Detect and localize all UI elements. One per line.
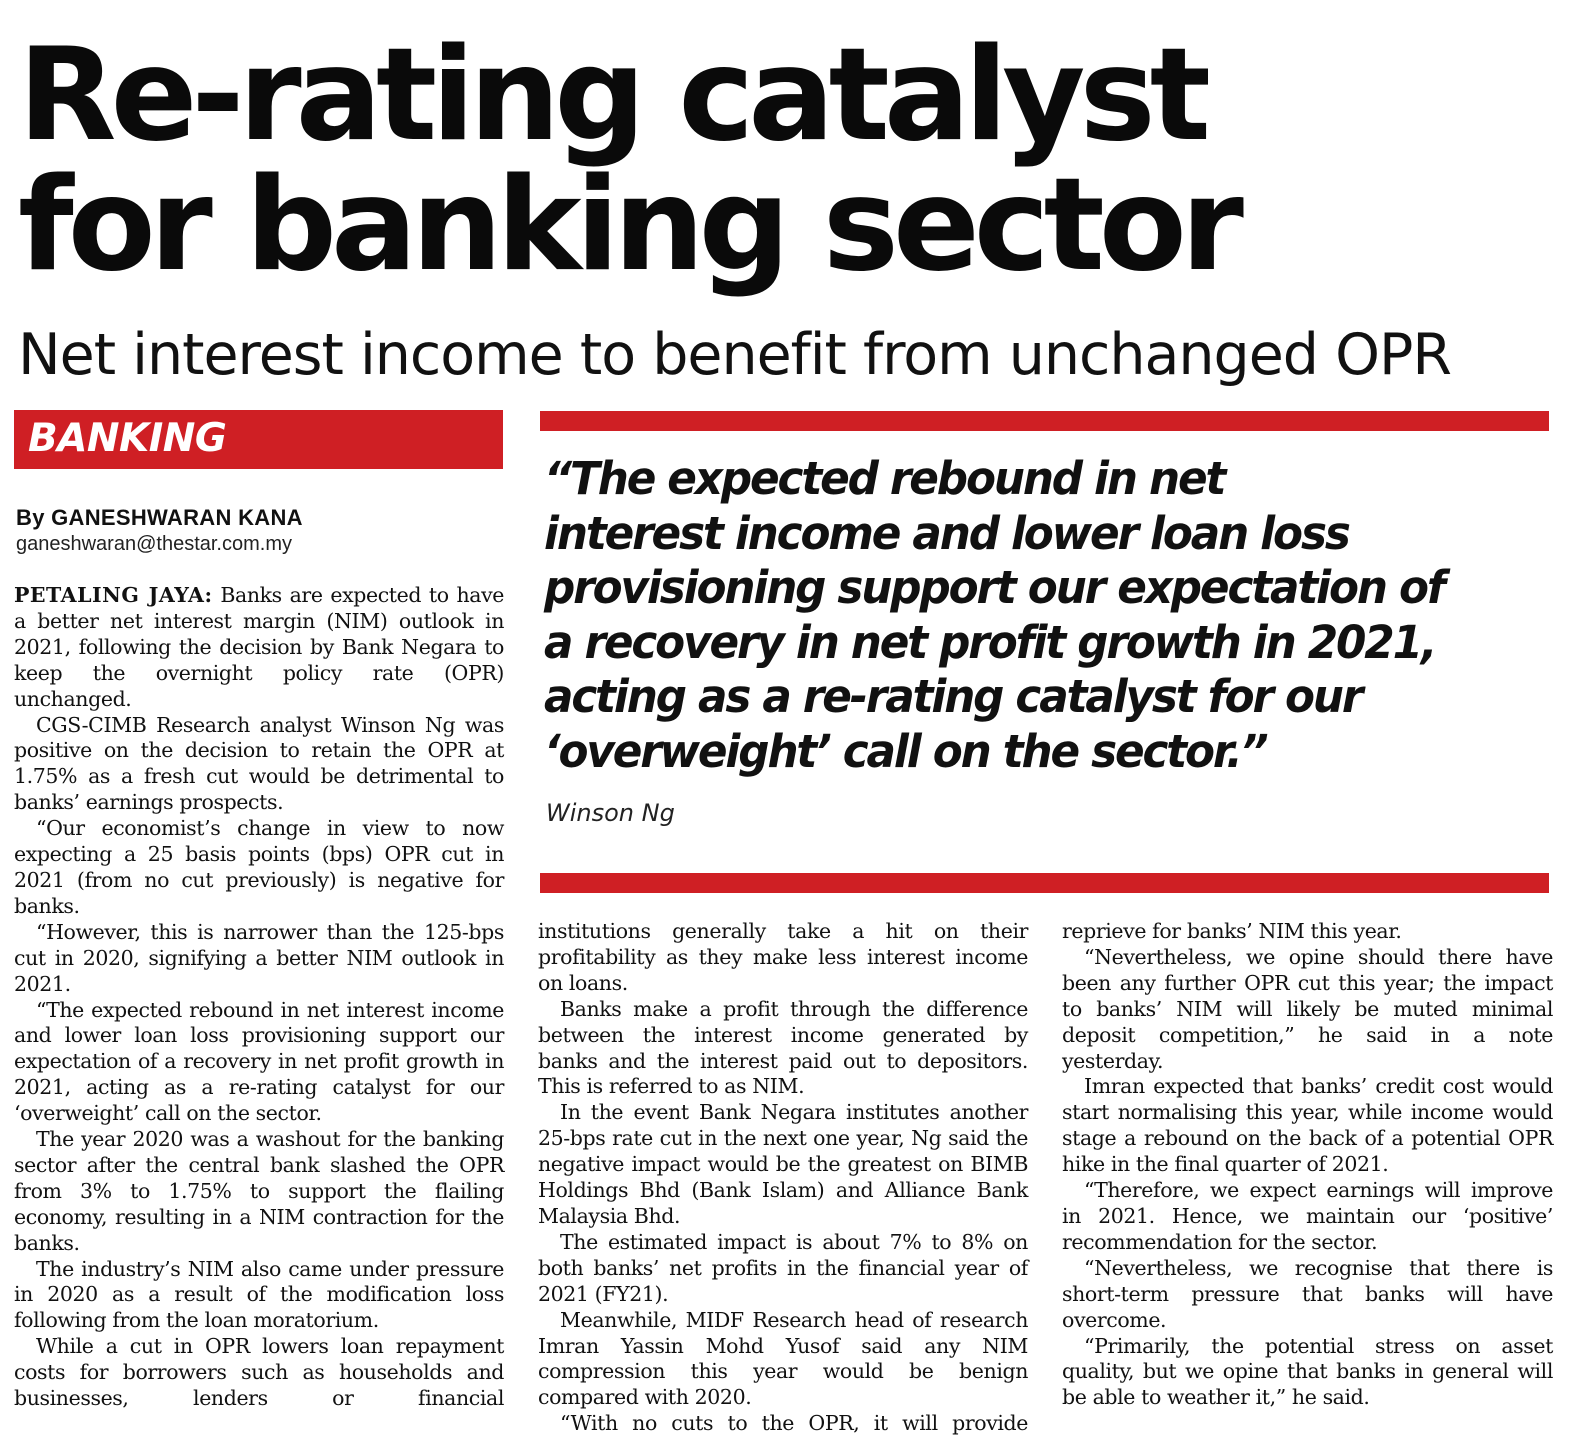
pull-quote [544,452,1544,779]
pull-quote-attribution: Winson Ng [546,799,675,827]
article-paragraph: reprieve for banks’ NIM this year. [1062,919,1402,943]
article-paragraph: “Therefore, we expect earnings will improve in 2021. Hence, we maintain our ‘positive’ recommendation for the sector. [1062,1178,1553,1254]
section-label: BANKING [28,416,227,461]
article-paragraph: The estimated impact is about 7% to 8% on both banks’ net profits in the financial year of 2021 (FY21). [538,1229,1028,1306]
section-label-banner [14,410,503,469]
headline-line-2: for banking sector [18,151,1238,300]
pull-quote-line: interest income and lower loan loss [544,506,1349,560]
pull-quote-line: a recovery in net profit growth in 2021, [544,615,1436,669]
pull-quote-line: “The expected rebound in net [544,452,1225,505]
article-paragraph: Imran expected that banks’ credit cost would start normalising this year, while income would stage a rebound on the back of a potential OPR hike in the final quarter of 2021. [1062,1074,1553,1177]
article-paragraph: institutions generally take a hit on their profitability as they make less interest income on loans. [538,919,1028,995]
article-paragraph: “Primarily, the potential stress on asset quality, but we opine that banks in general will be able to weather it,” he said. [1062,1333,1553,1410]
headline-line-1: Re-rating catalyst [18,21,1205,170]
dateline: PETALING JAYA: [14,583,213,607]
article-column-2 [538,919,1028,1437]
pull-quote-top-rule [540,411,1549,431]
article-paragraph: The year 2020 was a washout for the banking sector after the central bank slashed the OPR from 3% to 1.75% to support the flailing economy, resulting in a NIM contraction for the banks. [14,1127,504,1255]
article-paragraph: “The expected rebound in net interest income and lower loan loss provisioning support our expectation of a recovery in net profit growth in 2021, acting as a re-rating catalyst for our ‘overweight’ call on the sector. [14,997,504,1126]
author-email: ganeshwaran@thestar.com.my [16,533,292,555]
article-paragraph: Banks make a profit through the difference between the interest income generated by banks and the interest paid out to depositors. This is referred to as NIM. [538,996,1028,1099]
article-paragraph: “However, this is narrower than the 125-bps cut in 2020, signifying a better NIM outlook in 2021. [14,919,504,996]
article-paragraph: “Nevertheless, we recognise that there is short-term pressure that banks will have overcome. [1062,1255,1553,1332]
article-paragraph: Meanwhile, MIDF Research head of research Imran Yassin Mohd Yusof said any NIM compression this year would be benign compared with 2020. [538,1307,1028,1410]
article-paragraph: While a cut in OPR lowers loan repayment costs for borrowers such as households and businesses, lenders or financial [14,1334,504,1411]
article-paragraph: PETALING JAYA: Banks are expected to have a better net interest margin (NIM) outlook in 2021, following the decision by Bank Negara to keep the overnight policy rate (OPR) unchanged. [14,583,504,711]
article-paragraph: “With no cuts to the OPR, it will provide [560,1411,1028,1436]
pull-quote-line: provisioning support our expectation of [544,561,1444,614]
article-paragraph: In the event Bank Negara institutes another 25-bps rate cut in the next one year, Ng said the negative impact would be the greatest on BIMB Holdings Bhd (Bank Islam) and Alliance Bank Malaysia Bhd. [538,1100,1028,1228]
byline: By GANESHWARAN KANA [16,505,303,530]
article-paragraph: The industry’s NIM also came under pressure in 2020 as a result of the modification loss following from the loan moratorium. [14,1256,504,1333]
article-paragraph: “Nevertheless, we opine should there have been any further OPR cut this year; the impact to banks’ NIM will likely be muted minimal deposit competition,” he said in a note yesterday. [1062,944,1553,1073]
article-column-3 [1062,919,1553,1411]
article-paragraph: CGS-CIMB Research analyst Winson Ng was positive on the decision to retain the OPR at 1.75% as a fresh cut would be detrimental to banks’ earnings prospects. [14,712,504,815]
pull-quote-line: acting as a re-rating catalyst for our [544,670,1362,723]
pull-quote-line: ‘overweight’ call on the sector.” [544,724,1267,778]
subheadline: Net interest income to benefit from unchanged OPR [18,322,1451,388]
article-column-1 [14,583,504,1412]
article-paragraph: “Our economist’s change in view to now expecting a 25 basis points (bps) OPR cut in 2021 (from no cut previously) is negative for banks. [14,816,504,918]
pull-quote-bottom-rule [540,873,1549,893]
